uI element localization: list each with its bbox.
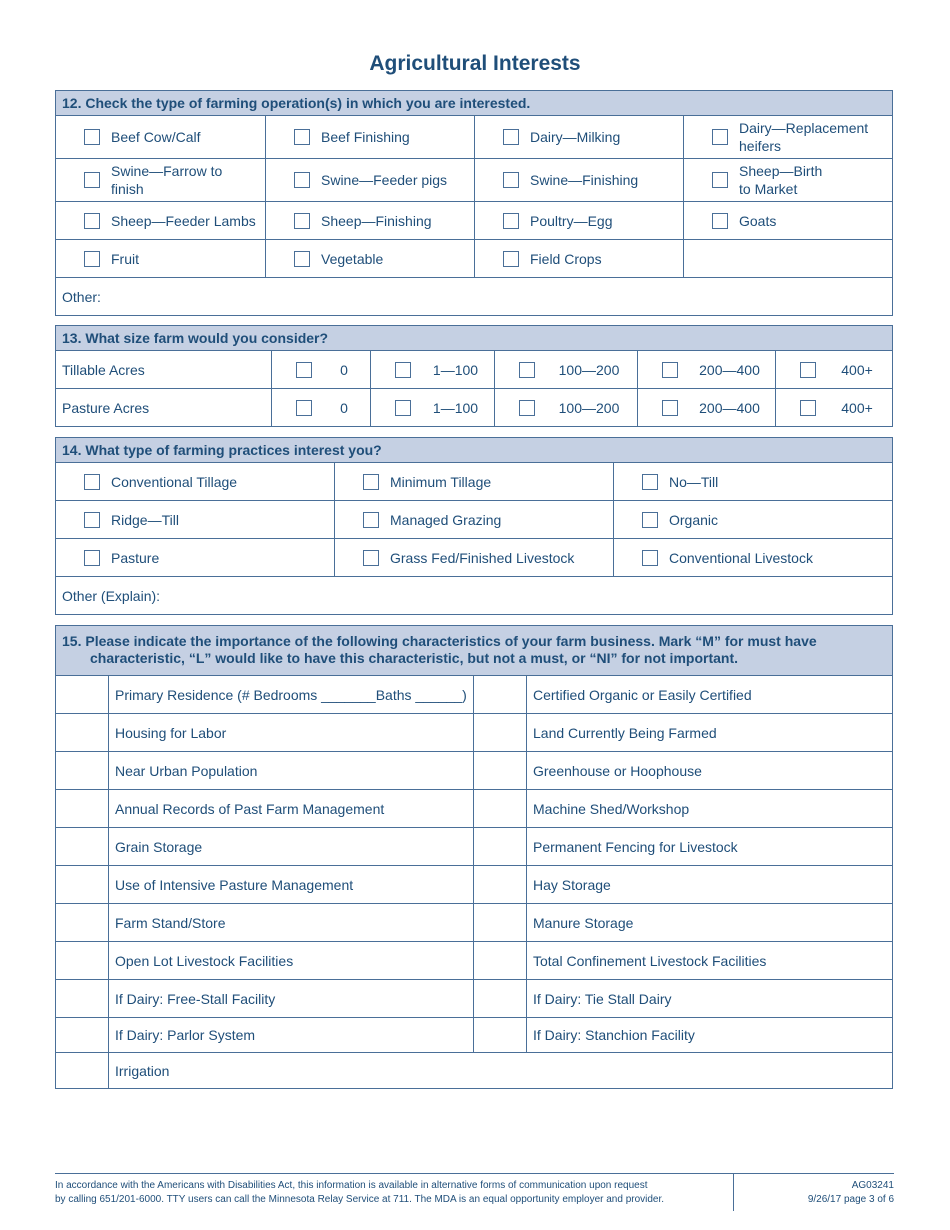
- q14-heading: 14. What type of farming practices interest you?: [56, 438, 893, 463]
- checkbox[interactable]: [503, 251, 519, 267]
- q12-table: [55, 90, 893, 316]
- characteristic-label: If Dairy: Parlor System: [109, 1018, 474, 1053]
- checkbox[interactable]: [800, 400, 816, 416]
- characteristic-label: Hay Storage: [527, 866, 893, 904]
- characteristic-label: Greenhouse or Hoophouse: [527, 752, 893, 790]
- size-label: 1—100: [432, 361, 479, 378]
- option-label: Minimum Tillage: [390, 473, 492, 490]
- q13-heading: 13. What size farm would you consider?: [56, 326, 893, 351]
- checkbox[interactable]: [503, 213, 519, 229]
- importance-mark-field[interactable]: [56, 714, 109, 752]
- q14-option: [62, 473, 328, 491]
- checkbox[interactable]: [519, 362, 535, 378]
- characteristic-label: If Dairy: Free-Stall Facility: [109, 980, 474, 1018]
- characteristic-label: Housing for Labor: [109, 714, 474, 752]
- option-label: Conventional Livestock: [669, 549, 813, 566]
- option-label: Poultry—Egg: [530, 212, 613, 229]
- importance-mark-field[interactable]: [56, 980, 109, 1018]
- importance-mark-field[interactable]: [56, 866, 109, 904]
- option-label: Sheep—Feeder Lambs: [111, 212, 256, 229]
- q12-option: [690, 212, 886, 230]
- option-label: Dairy—Milking: [530, 129, 621, 145]
- q14-option: [62, 511, 328, 529]
- option-label: Swine—Feeder pigs: [321, 172, 448, 188]
- size-label: 400+: [841, 361, 873, 378]
- importance-mark-field[interactable]: [56, 828, 109, 866]
- page-title: Agricultural Interests: [369, 52, 581, 75]
- option-label: Swine—Finishing: [530, 172, 639, 188]
- footer: [55, 1173, 894, 1211]
- checkbox[interactable]: [363, 550, 379, 566]
- q14-other-field[interactable]: [56, 577, 893, 615]
- characteristic-label: Open Lot Livestock Facilities: [109, 942, 474, 980]
- checkbox[interactable]: [294, 172, 310, 188]
- size-row-label: Pasture Acres: [56, 389, 272, 427]
- checkbox[interactable]: [296, 400, 312, 416]
- option-label: Managed Grazing: [390, 511, 502, 528]
- q12-option: [272, 250, 468, 268]
- importance-mark-field[interactable]: [474, 790, 527, 828]
- option-label: Grass Fed/Finished Livestock: [390, 549, 575, 566]
- checkbox[interactable]: [712, 213, 728, 229]
- importance-mark-field[interactable]: [56, 1018, 109, 1053]
- importance-mark-field[interactable]: [474, 714, 527, 752]
- checkbox[interactable]: [84, 550, 100, 566]
- checkbox[interactable]: [519, 400, 535, 416]
- importance-mark-field[interactable]: [474, 828, 527, 866]
- importance-mark-field[interactable]: [56, 942, 109, 980]
- importance-mark-field[interactable]: [56, 790, 109, 828]
- checkbox[interactable]: [84, 251, 100, 267]
- ada-notice: [55, 1179, 730, 1207]
- q12-option: [481, 171, 677, 189]
- option-label: Sheep—Birth to Market: [739, 163, 823, 197]
- size-option: [377, 362, 488, 378]
- option-label: Beef Finishing: [321, 129, 410, 145]
- empty-cell: [684, 240, 893, 278]
- q14-option: [341, 473, 607, 491]
- option-label: Goats: [739, 212, 777, 229]
- q12-heading: 12. Check the type of farming operation(s) in which you are interested.: [56, 91, 893, 116]
- size-label: 100—200: [558, 361, 620, 378]
- size-option: [782, 400, 886, 416]
- characteristic-label: Manure Storage: [527, 904, 893, 942]
- q13-table: [55, 325, 893, 427]
- q12-option: [481, 212, 677, 230]
- option-label: Beef Cow/Calf: [111, 129, 201, 145]
- size-label: 200—400: [699, 361, 760, 378]
- importance-mark-field[interactable]: [56, 904, 109, 942]
- checkbox[interactable]: [84, 474, 100, 490]
- option-label: Vegetable: [321, 250, 384, 267]
- q14-option: [620, 473, 886, 491]
- checkbox[interactable]: [84, 213, 100, 229]
- importance-mark-field[interactable]: [474, 904, 527, 942]
- characteristic-label: Use of Intensive Pasture Management: [109, 866, 474, 904]
- importance-mark-field[interactable]: [474, 942, 527, 980]
- checkbox[interactable]: [294, 129, 310, 145]
- size-option: [501, 362, 631, 378]
- checkbox[interactable]: [363, 474, 379, 490]
- characteristic-label: Permanent Fencing for Livestock: [527, 828, 893, 866]
- option-label: Conventional Tillage: [111, 473, 238, 490]
- q12-option: [272, 212, 468, 230]
- option-label: Swine—Farrow to finish: [111, 163, 223, 197]
- q12-option: [690, 162, 886, 198]
- size-label: 200—400: [699, 399, 760, 416]
- q14-option: [62, 549, 328, 567]
- q12-option: [690, 119, 886, 155]
- checkbox[interactable]: [662, 362, 678, 378]
- size-label: 0: [340, 361, 348, 378]
- checkbox[interactable]: [395, 400, 411, 416]
- size-option: [501, 400, 631, 416]
- checkbox[interactable]: [84, 512, 100, 528]
- checkbox[interactable]: [712, 172, 728, 188]
- checkbox[interactable]: [294, 251, 310, 267]
- size-option: [782, 362, 886, 378]
- size-option: [377, 400, 488, 416]
- importance-mark-field[interactable]: [474, 980, 527, 1018]
- checkbox[interactable]: [642, 550, 658, 566]
- option-label: No—Till: [669, 473, 719, 490]
- date-page: 9/26/17 page 3 of 6: [807, 1194, 894, 1205]
- checkbox[interactable]: [712, 129, 728, 145]
- characteristic-label: If Dairy: Tie Stall Dairy: [527, 980, 893, 1018]
- checkbox[interactable]: [395, 362, 411, 378]
- checkbox[interactable]: [84, 172, 100, 188]
- characteristic-label: Annual Records of Past Farm Management: [109, 790, 474, 828]
- q15-heading: [56, 626, 893, 676]
- option-label: Sheep—Finishing: [321, 212, 432, 229]
- q14-option: [620, 511, 886, 529]
- importance-mark-field[interactable]: [474, 676, 527, 714]
- q14-table: [55, 437, 893, 615]
- size-label: 0: [340, 399, 348, 416]
- form-id: AG03241: [851, 1180, 894, 1191]
- footer-divider: [733, 1174, 734, 1211]
- q12-option: [62, 250, 259, 268]
- checkbox[interactable]: [363, 512, 379, 528]
- characteristic-label: If Dairy: Stanchion Facility: [527, 1018, 893, 1053]
- option-label: Ridge—Till: [111, 511, 179, 528]
- q14-option: [341, 549, 607, 567]
- importance-mark-field[interactable]: [474, 752, 527, 790]
- size-option: [644, 400, 769, 416]
- characteristic-label: Primary Residence (# Bedrooms _______Baths ______): [109, 676, 474, 714]
- size-label: 100—200: [558, 399, 620, 416]
- q12-option: [481, 250, 677, 268]
- checkbox[interactable]: [294, 213, 310, 229]
- form-info: [808, 1179, 894, 1207]
- checkbox[interactable]: [84, 129, 100, 145]
- ada-notice-line1: In accordance with the Americans with Disabilities Act, this information is available in alternative forms of communication upon request: [55, 1180, 648, 1191]
- importance-mark-field[interactable]: [474, 1018, 527, 1053]
- q12-option: [272, 128, 468, 146]
- size-label: 400+: [841, 399, 873, 416]
- q14-option: [341, 511, 607, 529]
- checkbox[interactable]: [642, 474, 658, 490]
- size-option: [278, 362, 364, 378]
- size-option: [644, 362, 769, 378]
- q15-table: [55, 625, 893, 1089]
- checkbox[interactable]: [662, 400, 678, 416]
- other-label: Other (Explain):: [62, 587, 161, 604]
- characteristic-label: Certified Organic or Easily Certified: [527, 676, 893, 714]
- characteristic-label: Total Confinement Livestock Facilities: [527, 942, 893, 980]
- option-label: Organic: [669, 511, 719, 528]
- option-label: Dairy—Replacement heifers: [739, 120, 869, 154]
- characteristic-label: Irrigation: [109, 1053, 893, 1089]
- q12-option: [272, 171, 468, 189]
- q15-heading-line1: 15. Please indicate the importance of the following characteristics of your farm business. Mark “M” for must have: [62, 633, 817, 649]
- characteristic-label: Grain Storage: [109, 828, 474, 866]
- checkbox[interactable]: [296, 362, 312, 378]
- characteristic-label: Farm Stand/Store: [109, 904, 474, 942]
- q12-option: [62, 128, 259, 146]
- q12-option: [62, 212, 259, 230]
- importance-mark-field[interactable]: [56, 752, 109, 790]
- option-label: Fruit: [111, 250, 139, 267]
- other-label: Other:: [62, 288, 101, 305]
- q12-option: [62, 162, 259, 198]
- q15-heading-line2: characteristic, “L” would like to have this characteristic, but not a must, or “NI” for not important.: [90, 650, 738, 666]
- ada-notice-line2: by calling 651/201-6000. TTY users can call the Minnesota Relay Service at 711. The MDA is an equal opportunity employer and provider.: [55, 1194, 665, 1205]
- checkbox[interactable]: [800, 362, 816, 378]
- q12-option: [481, 128, 677, 146]
- characteristic-label: Machine Shed/Workshop: [527, 790, 893, 828]
- size-option: [278, 400, 364, 416]
- importance-mark-field[interactable]: [56, 1053, 109, 1089]
- checkbox[interactable]: [642, 512, 658, 528]
- checkbox[interactable]: [503, 129, 519, 145]
- checkbox[interactable]: [503, 172, 519, 188]
- size-label: 1—100: [432, 399, 479, 416]
- q14-option: [620, 549, 886, 567]
- characteristic-label: Land Currently Being Farmed: [527, 714, 893, 752]
- option-label: Field Crops: [530, 250, 602, 267]
- importance-mark-field[interactable]: [56, 676, 109, 714]
- size-row-label: Tillable Acres: [56, 351, 272, 389]
- importance-mark-field[interactable]: [474, 866, 527, 904]
- characteristic-label: Near Urban Population: [109, 752, 474, 790]
- q12-other-field[interactable]: [56, 278, 893, 316]
- option-label: Pasture: [111, 549, 160, 566]
